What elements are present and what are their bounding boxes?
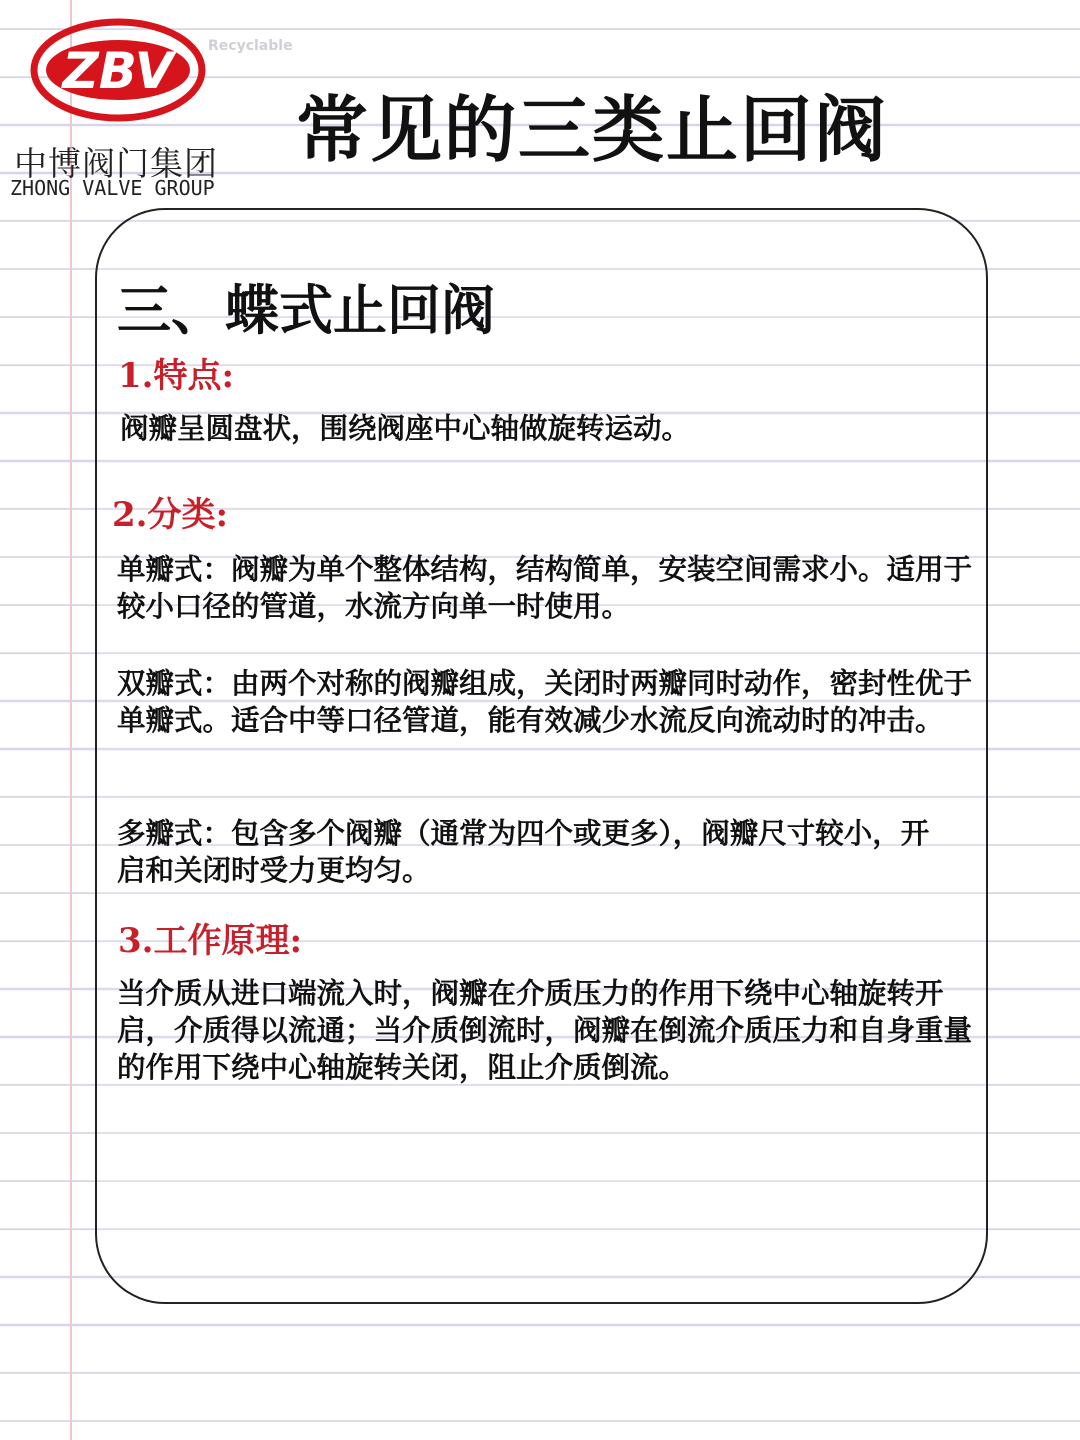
watermark-text: Recyclable xyxy=(208,38,293,54)
notebook-margin-line xyxy=(70,0,72,1440)
page-title: 常见的三类止回阀 xyxy=(296,87,889,172)
classification-item-double: 双瓣式：由两个对称的阀瓣组成，关闭时两瓣同时动作，密封性优于单瓣式。适合中等口径管道，能有效减少水流反向流动时的冲击。 xyxy=(117,666,973,737)
logo-text: ZBV xyxy=(62,42,174,100)
brand-logo xyxy=(10,18,230,200)
features-heading: 1.特点: xyxy=(118,356,235,396)
classification-heading: 2.分类: xyxy=(112,495,229,535)
features-text: 阀瓣呈圆盘状，围绕阀座中心轴做旋转运动。 xyxy=(120,411,691,445)
principle-heading: 3.工作原理: xyxy=(118,921,303,961)
principle-text: 当介质从进口端流入时，阀瓣在介质压力的作用下绕中心轴旋转开启，介质得以流通；当介质倒流时，阀瓣在倒流介质压力和自身重量的作用下绕中心轴旋转关闭，阻止介质倒流。 xyxy=(117,976,973,1084)
brand-name-cn: 中博阀门集团 xyxy=(14,144,218,183)
section-title: 三、蝶式止回阀 xyxy=(117,278,495,342)
brand-name-en: ZHONG VALVE GROUP xyxy=(10,176,215,200)
classification-item-single: 单瓣式：阀瓣为单个整体结构，结构简单，安装空间需求小。适用于较小口径的管道，水流方向单一时使用。 xyxy=(117,552,973,623)
classification-item-multi: 多瓣式：包含多个阀瓣（通常为四个或更多），阀瓣尺寸较小，开启和关闭时受力更均匀。 xyxy=(117,816,930,887)
zbv-logo-icon xyxy=(30,18,206,122)
